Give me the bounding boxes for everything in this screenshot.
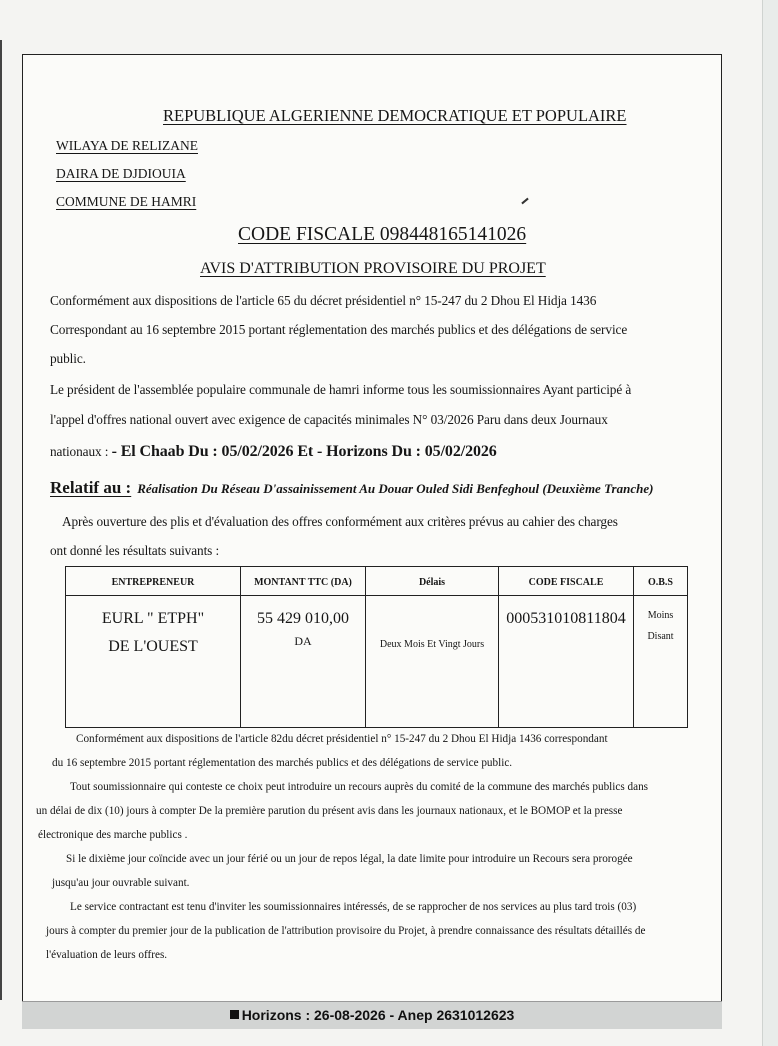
- closing-p1-line2: du 16 septembre 2015 portant réglementation des marchés publics et des délégations de service public.: [52, 757, 513, 769]
- header-delais: Délais: [366, 567, 499, 596]
- entrepreneur-suffix: DE L'OUEST: [108, 638, 198, 655]
- cell-montant: [241, 596, 366, 728]
- relatif-line: [50, 478, 653, 498]
- code-fiscale-title: CODE FISCALE 098448165141026: [238, 224, 527, 245]
- para2-line1: Le président de l'assemblée populaire communale de hamri informe tous les soumissionnaires Ayant participé à: [50, 382, 632, 397]
- para3-line2: ont donné les résultats suivants :: [50, 543, 220, 558]
- table-row: [66, 596, 688, 728]
- right-scan-edge: [762, 0, 778, 1046]
- closing-p3-line2: jusqu'au jour ouvrable suivant.: [52, 877, 190, 889]
- para2-line3-prefix: nationaux :: [50, 444, 112, 459]
- results-table: [65, 566, 688, 728]
- commune-line: COMMUNE DE HAMRI: [56, 194, 197, 209]
- header-obs: O.B.S: [634, 567, 688, 596]
- journals-dates: - El Chaab Du : 05/02/2026 Et - Horizons Du : 05/02/2026: [111, 443, 497, 460]
- wilaya-line: WILAYA DE RELIZANE: [56, 138, 198, 153]
- project-subject: Réalisation Du Réseau D'assainissement Au Douar Ouled Sidi Benfeghoul (Deuxième Tranche): [137, 481, 654, 496]
- relatif-label: Relatif au :: [50, 478, 132, 497]
- avis-title: AVIS D'ATTRIBUTION PROVISOIRE DU PROJET: [200, 260, 546, 277]
- entrepreneur-name: EURL " ETPH": [101, 610, 205, 627]
- header-entrepreneur: ENTREPRENEUR: [66, 567, 241, 596]
- closing-p4-line1: Le service contractant est tenu d'inviter les soumissionnaires intéressés, de se rapprocher de nos services au plus tard trois (03): [70, 901, 637, 913]
- footer-text: Horizons : 26-08-2026 - Anep 2631012623: [241, 1007, 515, 1023]
- closing-p3-line1: Si le dixième jour coïncide avec un jour férié ou un jour de repos légal, la date limite pour introduire un Recours sera prorogée: [66, 853, 633, 865]
- closing-p1-line1: Conformément aux dispositions de l'article 82du décret présidentiel n° 15-247 du 2 Dhou El Hidja 1436 correspondant: [76, 733, 608, 745]
- para2-line2: l'appel d'offres national ouvert avec exigence de capacités minimales N° 03/2026 Paru dans deux Journaux: [50, 412, 608, 427]
- closing-p4-line3: l'évaluation de leurs offres.: [46, 949, 168, 961]
- closing-p2-line2: un délai de dix (10) jours à compter De la première parution du présent avis dans les journaux nationaux, et le BOMOP et la presse: [36, 805, 623, 817]
- cell-entrepreneur: [66, 596, 241, 728]
- square-bullet-icon: [230, 1010, 239, 1019]
- cell-delais: Deux Mois Et Vingt Jours: [366, 596, 499, 728]
- obs-line1: Moins: [647, 610, 674, 621]
- footer-credit: [22, 1007, 722, 1023]
- para1-line3: public.: [50, 351, 86, 366]
- closing-p4-line2: jours à compter du premier jour de la publication de l'attribution provisoire du Projet, à prendre connaissance des résultats détaillés de: [46, 925, 646, 937]
- para3-line1: Après ouverture des plis et d'évaluation des offres conformément aux critères prévus au cahier des charges: [62, 514, 618, 529]
- header-montant: MONTANT TTC (DA): [241, 567, 366, 596]
- republic-title: REPUBLIQUE ALGERIENNE DEMOCRATIQUE ET POPULAIRE: [163, 106, 627, 125]
- daira-line: DAIRA DE DJDIOUIA: [56, 166, 186, 181]
- table-header-row: [66, 567, 688, 596]
- footer-band: [22, 1001, 722, 1029]
- para1-line1: Conformément aux dispositions de l'article 65 du décret présidentiel n° 15-247 du 2 Dhou El Hidja 1436: [50, 293, 597, 308]
- left-scan-edge: [0, 40, 2, 1000]
- closing-p2-line3: électronique des marche publics .: [38, 829, 188, 841]
- header-code-fiscale: CODE FISCALE: [499, 567, 634, 596]
- obs-line2: Disant: [647, 631, 674, 642]
- montant-unit: DA: [294, 634, 312, 648]
- cell-obs: [634, 596, 688, 728]
- cell-code-fiscale: 000531010811804: [499, 596, 634, 728]
- closing-p2-line1: Tout soumissionnaire qui conteste ce choix peut introduire un recours auprès du comité de la commune des marchés publics dans: [70, 781, 649, 793]
- para2-line3: [50, 443, 497, 461]
- montant-value: 55 429 010,00: [257, 610, 349, 627]
- para1-line2: Correspondant au 16 septembre 2015 portant réglementation des marchés publics et des délégations de service: [50, 322, 628, 337]
